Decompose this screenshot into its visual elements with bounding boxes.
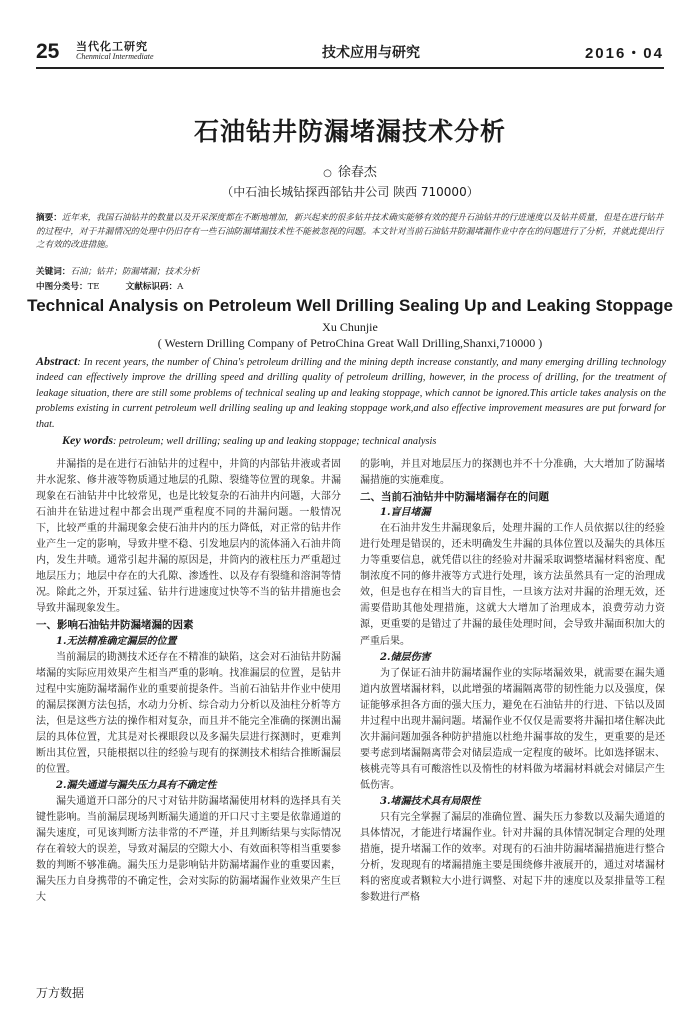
- keywords-en-label: Key words: [62, 433, 113, 447]
- abstract-cn-text: 近年来，我国石油钻井的数量以及开采深度都在不断地增加，新兴起来的很多钻井技术确实能够有效的提升石油钻井的行进速度以及钻井质量，但是在进行钻井的过程中，对于井漏情况的处理中仍旧存有一些石油防漏堵漏技术性不能被忽视的问题。本文针对当前石油钻井防漏堵漏作业中存在的问题进行了分析，并就此提出行之有效的改进措施。: [36, 213, 664, 250]
- journal-name-en: Chenmical Intermediate: [76, 52, 154, 61]
- doc-code-label: 文献标识码：: [125, 282, 178, 292]
- page-number: 25: [36, 40, 60, 63]
- footer-watermark: 万方数据: [36, 986, 85, 1000]
- subsection-heading-2-3: 3.堵漏技术具有局限性: [380, 795, 481, 807]
- keywords-en-text: : petroleum; well drilling; sealing up and leaking stoppage; technical analysis: [113, 436, 437, 447]
- section-heading-2: 二、当前石油钻井中防漏堵漏存在的问题: [360, 491, 549, 504]
- abstract-en-text: : In recent years, the number of China's petroleum drilling and the mining depth increase constantly, and many emerging drilling technology indeed can effectively improve the drilling speed and drilling quality of petroleum drilling, however, in the process of drilling, for the treatment of leakage situation, there are still some problems of technical sealing up and leaking stoppage, which cannot be ignored.This article takes analysis on the problems existing in current petroleum well drilling sealing up and leaking stoppage work,and also effective improvement measures are put forward for that.: [36, 357, 666, 430]
- paragraph-1-1: 当前漏层的勘测技术还存在不精准的缺陷，这会对石油钻井防漏堵漏的实际应用效果产生相当严重的影响。找准漏层的位置，是钻井过程中实施防漏堵漏作业的重要前提条件。当前石油钻井作业中使用的漏层探测方法包括，水动力分析、综合动力分析以及油柱分析等方法，但是这些方法的操作相对复杂，而且并不能完全准确的探测出漏层的具体位置，尤其是对长裸眼段以及多漏失层进行探测时，更难判断出其位置，只能根据以往的经验与现有的探测技术相结合推断漏层的位置。: [36, 651, 341, 775]
- journal-name-cn: 当代化工研究: [76, 40, 148, 53]
- abstract-cn: [36, 212, 666, 253]
- page-header: [36, 40, 664, 64]
- keywords-cn-label: 关键词：: [36, 267, 71, 277]
- affiliation-en: ( Western Drilling Company of PetroChina Great Wall Drilling,Shanxi,710000 ): [157, 336, 543, 350]
- abstract-en: [36, 354, 666, 432]
- keywords-cn: [36, 265, 199, 277]
- subsection-heading-1-1: 1.无法精准确定漏层的位置: [56, 635, 177, 647]
- body-column-right: [360, 457, 665, 906]
- classification-line: [36, 280, 183, 292]
- abstract-en-label: Abstract: [36, 354, 78, 368]
- author-en: Xu Chunjie: [322, 320, 378, 334]
- paper-title: 石油钻井防漏堵漏技术分析: [193, 117, 506, 146]
- issue-number: 2016・04: [584, 45, 664, 62]
- section-title: 技术应用与研究: [322, 45, 420, 61]
- clc-value: TE: [87, 282, 100, 292]
- abstract-cn-label: 摘要：: [36, 213, 62, 223]
- section-heading-1: 一、影响石油钻井防漏堵漏的因素: [36, 619, 194, 632]
- paragraph-2-3: 只有完全掌握了漏层的准确位置、漏失压力参数以及漏失通道的具体情况，才能进行堵漏作业。针对井漏的具体情况制定合理的处理措施，提升堵漏工作的效率。对现有的石油井防漏堵漏措施进行整合分析，发现现有的堵漏措施主要是围绕修井液展开的，通过对堵漏材料的密度或者颗粒大小进行调整、对起下井的速度以及泵排量等工程参数进行严格: [360, 812, 665, 904]
- clc-label: 中图分类号：: [36, 282, 88, 292]
- header-rule: [36, 67, 664, 69]
- body-column-left: [36, 457, 341, 906]
- paragraph-2-2: 为了保证石油井防漏堵漏作业的实际堵漏效果，就需要在漏失通道内放置堵漏材料，以此增强的堵漏隔离带的韧性能力以及强度，保证能够承担各方面的强大压力，避免在石油钻井的行进、下钻以及固井过程中出现井漏问题。堵漏作业不仅仅是需要将井漏扣堵住解决此次井漏问题加强各种防护措施以杜绝井漏事故的发生，更重要的是还要考虑到堵漏隔离带会对储层造成一定程度的破坏。比如选择锯末、核桃壳等具有可酸溶性以及惰性的材料做为堵漏材料就会对储层产生低伤害。: [360, 667, 665, 791]
- affiliation: （中石油长城钻探西部钻井公司 陕西 710000）: [221, 185, 479, 199]
- intro-paragraph: 井漏指的是在进行石油钻井的过程中，井筒的内部钻井液或者固井水泥浆、修井液等物质通过地层的孔隙、裂缝等位置的现象。井漏现象在石油钻井中比较常见，也是比较复杂的石油井内问题，大部分石油井在钻进过程中都会出现严重程度不同的井漏问题。一般情况下，比较严重的井漏现象会使石油井内的压力降低，对正常的钻井作业产生一定的影响，导致井壁不稳、引发地层内的流体涌入石油井筒内，发生井喷。通常引起井漏的原因是，井筒内的液柱压力严重超过地层压力；地层中存在的大孔隙、渗透性、以及存有裂缝和溶洞等情况。除此之外，开泵过猛、钻井行进速度过快等不当的钻井措施也会导致井漏现象发生。: [36, 459, 341, 615]
- author-line: [0, 161, 700, 180]
- journal-masthead: [76, 41, 154, 61]
- subsection-heading-2-2: 2.储层伤害: [380, 651, 431, 663]
- paragraph-2-1: 在石油井发生井漏现象后，处理井漏的工作人员依据以往的经验进行处理是错误的，还未明确发生井漏的具体位置以及漏失的具体压力等重要信息，就凭借以往的经验对井漏采取调整堵漏材料密度、配制浓度不同的修井液等方式进行处理，该方法虽然具有一定的治理成效，但是也存在相当大的盲目性，一旦该方法对井漏的治理无效，还需要借助其他处理措施，这就大大增加了治理成本，浪费劳动力资源，更重要的是错过了井漏的最佳处理时间，会导致井漏面积加大的严重后果。: [360, 523, 665, 647]
- keywords-cn-text: 石油；钻井；防漏堵漏；技术分析: [70, 267, 200, 277]
- paper-title-en: Technical Analysis on Petroleum Well Drilling Sealing Up and Leaking Stoppage: [27, 296, 673, 315]
- subsection-heading-1-2: 2.漏失通道与漏失压力具有不确定性: [56, 779, 217, 791]
- subsection-heading-2-1: 1.盲目堵漏: [380, 507, 431, 519]
- keywords-en: [62, 433, 436, 448]
- paragraph-1-2: 漏失通道开口部分的尺寸对钻井防漏堵漏使用材料的选择具有关键性影响。当前漏层现场判断漏失通道的开口尺寸主要是依靠通道的漏失速度，可见该判断方法非常的不严谨，并且判断结果与实际情况存在着较大的误差，导致对漏层的空隙大小、有效面积等相当重要参数的判断不够准确。漏失压力是影响钻井防漏堵漏作业的重要因素，漏失压力自身携带的不确定性，会对实际的防漏堵漏作业效果产生巨大: [36, 795, 341, 904]
- author-name: 徐春杰: [337, 165, 377, 180]
- author-bullet-icon: ○: [323, 168, 332, 179]
- paragraph-continued: 的影响，并且对地层压力的探测也并不十分准确，大大增加了防漏堵漏措施的实施难度。: [360, 459, 665, 487]
- doc-code-value: A: [177, 282, 184, 292]
